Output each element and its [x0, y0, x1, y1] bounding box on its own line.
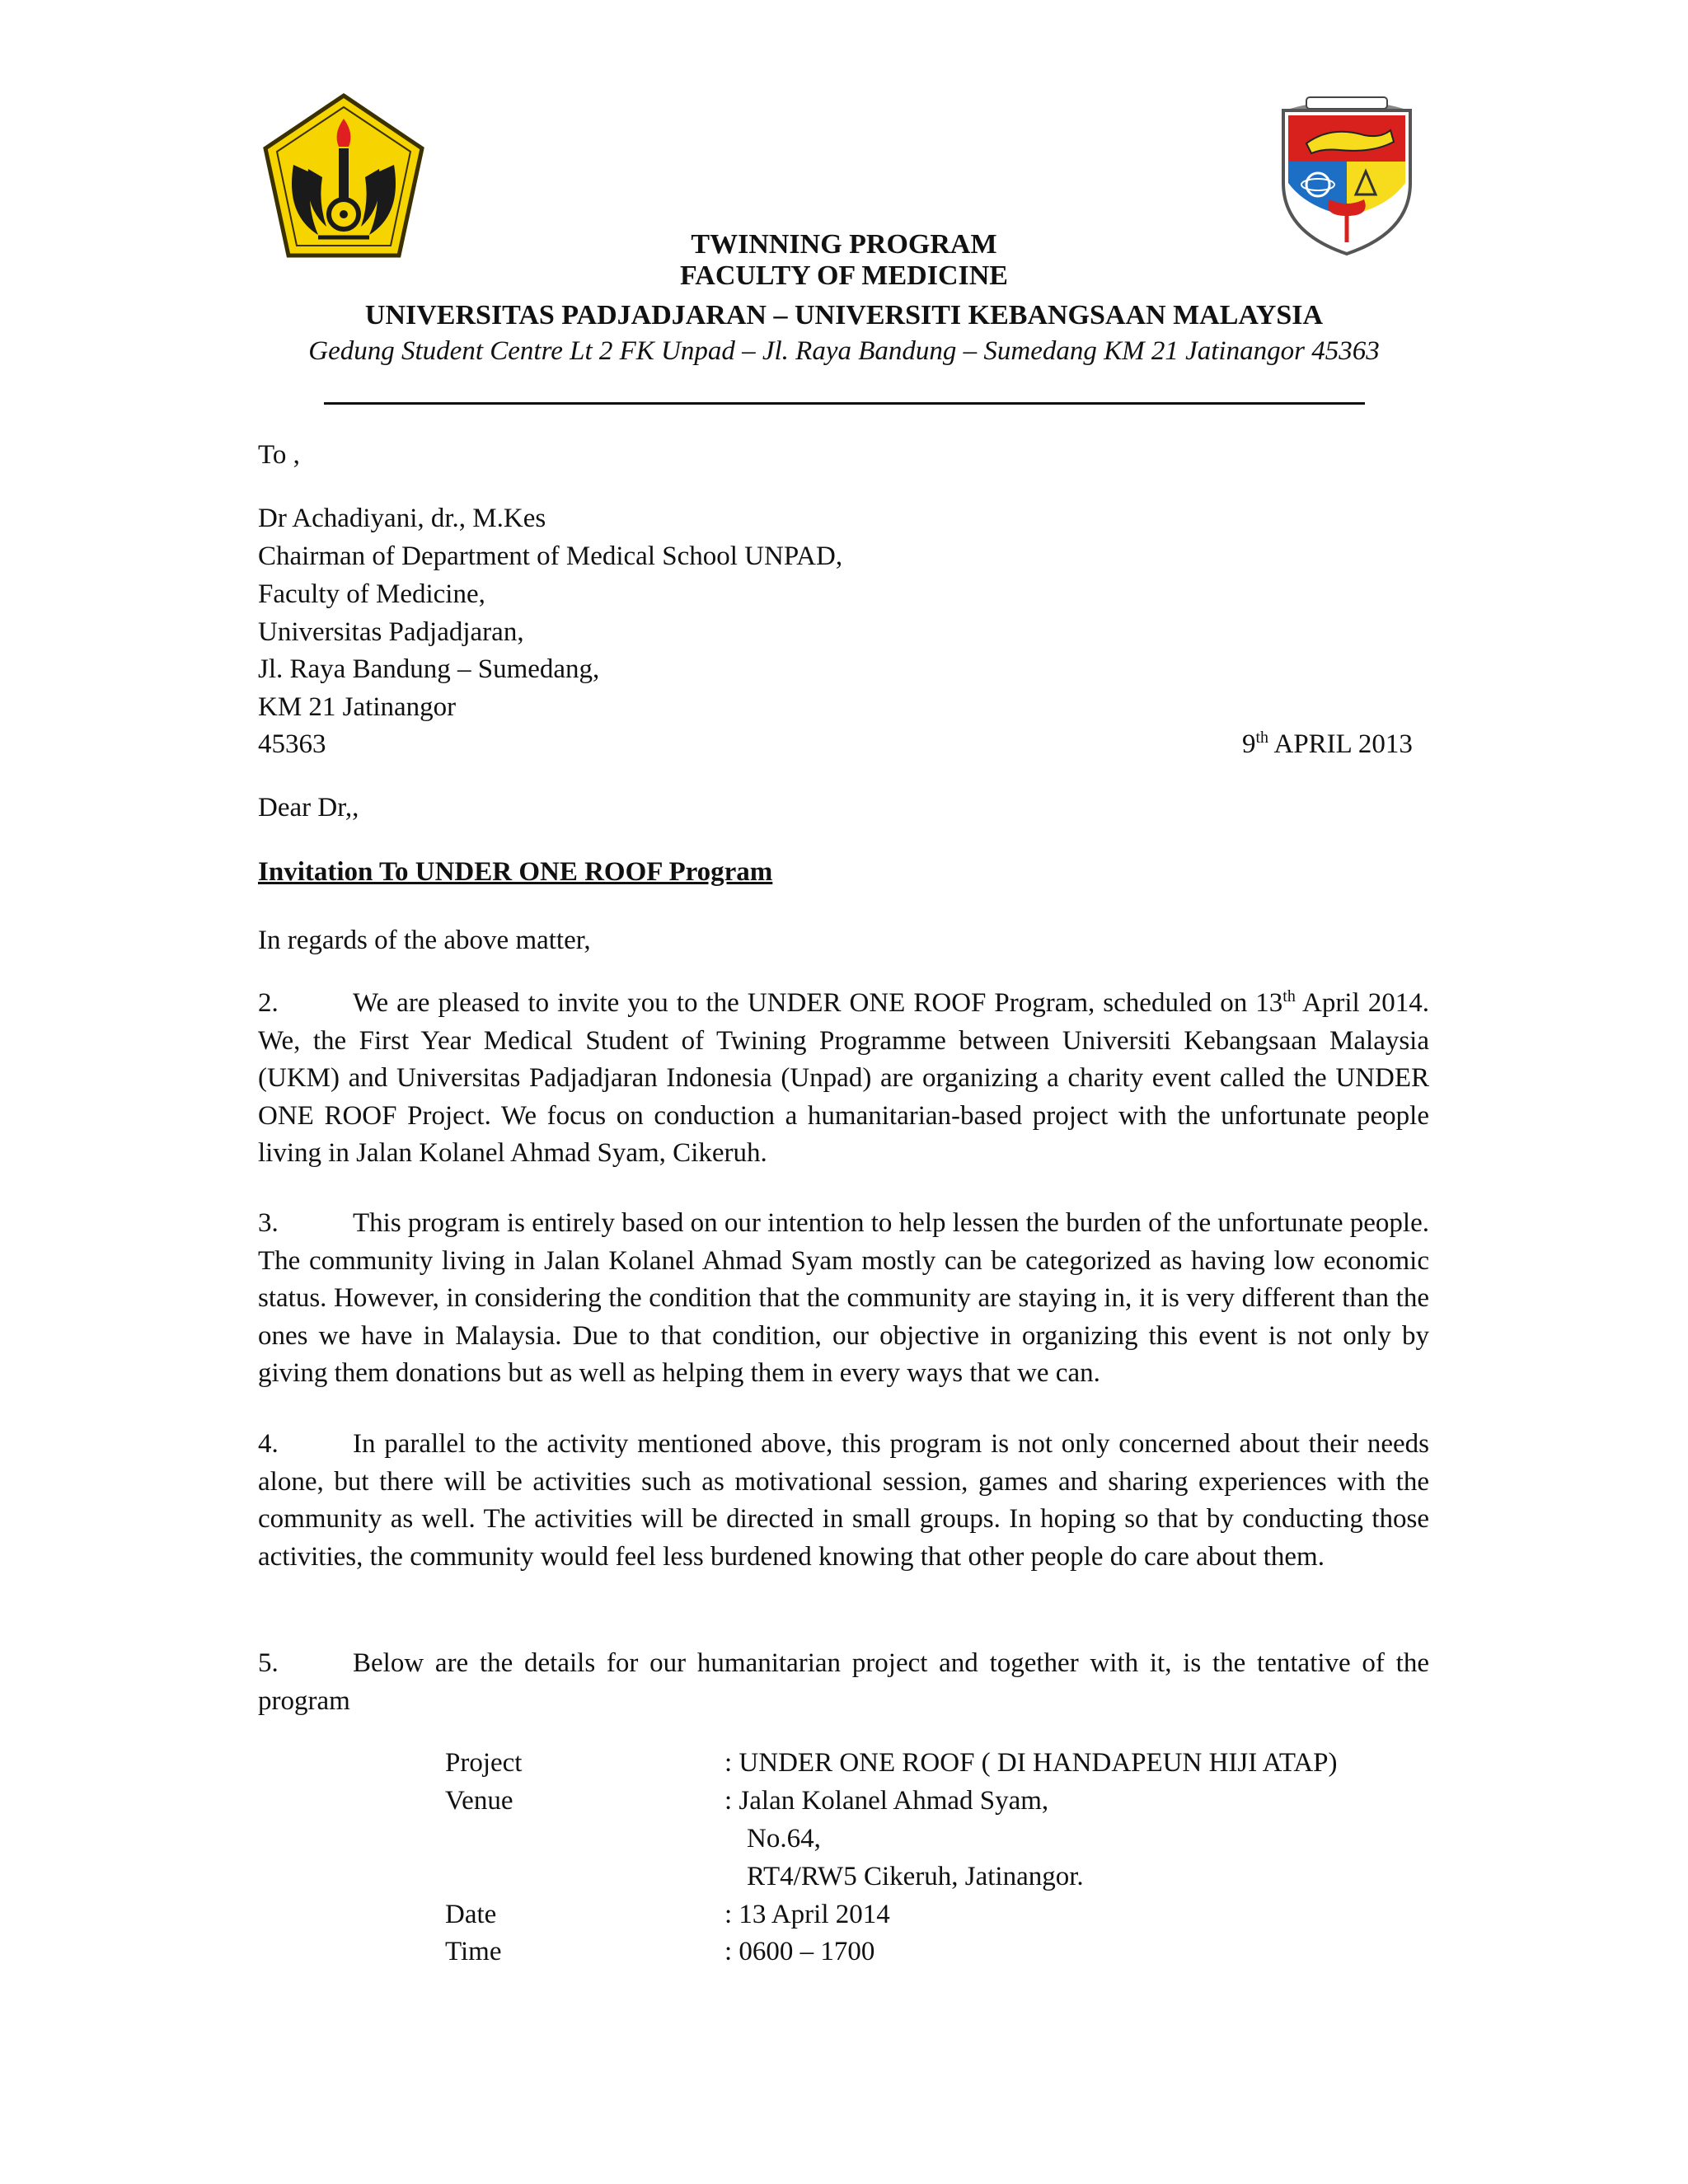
detail-date-label: Date	[445, 1900, 497, 1929]
recipient-name: Dr Achadiyani, dr., M.Kes	[258, 504, 546, 533]
recipient-university: Universitas Padjadjaran,	[258, 617, 524, 647]
detail-time-label: Time	[445, 1937, 502, 1966]
detail-date-value: : 13 April 2014	[724, 1900, 890, 1929]
header-faculty: FACULTY OF MEDICINE	[680, 260, 1008, 291]
detail-project-value: : UNDER ONE ROOF ( DI HANDAPEUN HIJI ATAP)	[724, 1748, 1338, 1778]
detail-venue-line-3: RT4/RW5 Cikeruh, Jatinangor.	[747, 1862, 1084, 1891]
subject-line: Invitation To UNDER ONE ROOF Program	[258, 857, 773, 887]
recipient-faculty: Faculty of Medicine,	[258, 579, 485, 609]
recipient-street: Jl. Raya Bandung – Sumedang,	[258, 654, 600, 684]
to-line: To ,	[258, 440, 300, 470]
paragraph-4: 4. In parallel to the activity mentioned above, this program is not only concerned about their needs alone, but there will be activities such as motivational session, games and sharing experiences with the community as well. The activities will be directed in small groups. In hoping so that by conducting those activities, the community would feel less burdened knowing that other people do care about them.	[258, 1429, 1429, 1572]
detail-venue-label: Venue	[445, 1786, 513, 1816]
header-divider	[324, 402, 1365, 405]
salutation: Dear Dr,,	[258, 793, 359, 823]
recipient-postcode: 45363	[258, 729, 326, 759]
paragraph-2: 2. We are pleased to invite you to the UNDER ONE ROOF Program, scheduled on 13th April 2014. We, the First Year Medical Student of Twining Programme between Universiti Kebangsaan Malaysia (UKM) and Universitas Padjadjaran Indonesia (Unpad) are organizing a charity event called the UNDER ONE ROOF Project. We focus on conduction a humanitarian-based project with the unfortunate people living in Jalan Kolanel Ahmad Syam, Cikeruh.	[258, 987, 1429, 1168]
paragraph-3: 3. This program is entirely based on our intention to help lessen the burden of the unfortunate people. The community living in Jalan Kolanel Ahmad Syam mostly can be categorized as having low economic status. However, in considering the condition that the community are staying in, it is very different than the ones we have in Malaysia. Due to that condition, our objective in organizing this event is not only by giving them donations but as well as helping them in every ways that we can.	[258, 1208, 1429, 1388]
intro-line: In regards of the above matter,	[258, 926, 591, 955]
detail-time-value: : 0600 – 1700	[724, 1937, 875, 1966]
letter-date: 9th APRIL 2013	[1242, 729, 1413, 759]
detail-project-label: Project	[445, 1748, 523, 1778]
paragraph-5: 5. Below are the details for our humanitarian project and together with it, is the tentative of the program	[258, 1648, 1429, 1716]
detail-venue-line-2: No.64,	[747, 1824, 821, 1854]
header-universities: UNIVERSITAS PADJADJARAN – UNIVERSITI KEBANGSAAN MALAYSIA	[364, 300, 1324, 330]
recipient-city: KM 21 Jatinangor	[258, 692, 457, 722]
header-program: TWINNING PROGRAM	[691, 229, 997, 260]
detail-venue-line-1: : Jalan Kolanel Ahmad Syam,	[724, 1786, 1049, 1816]
header-address: Gedung Student Centre Lt 2 FK Unpad – Jl. Raya Bandung – Sumedang KM 21 Jatinangor 45363	[308, 336, 1380, 366]
recipient-title: Chairman of Department of Medical School UNPAD,	[258, 541, 843, 571]
